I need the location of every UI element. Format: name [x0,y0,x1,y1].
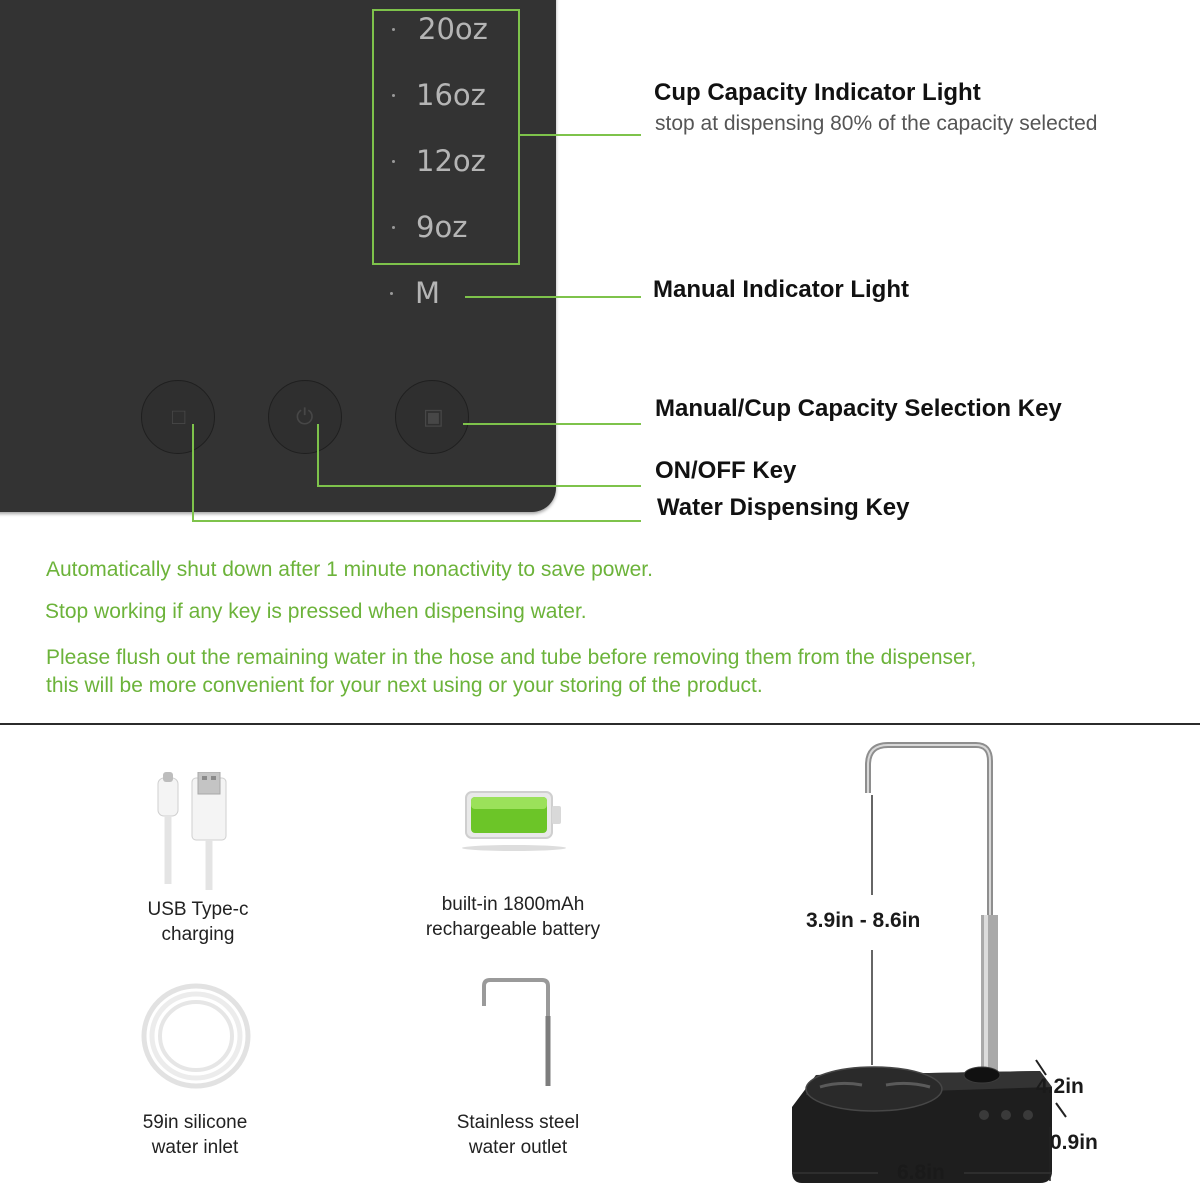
dispenser-dimension-drawing [780,735,1180,1195]
steel-outlet-icon [470,976,570,1096]
note-auto-shutdown: Automatically shut down after 1 minute nonactivity to save power. [46,558,653,581]
usb-label: USB Type-c charging [147,899,249,945]
silicone-hose-icon [136,978,256,1098]
water-dispensing-key[interactable] [141,380,215,454]
manual-label: M [415,276,441,310]
indicator-led [392,94,395,97]
capacity-20oz-label: 20oz [418,12,488,46]
manual-indicator-callout-line [465,296,641,298]
outlet-label: Stainless steel water outlet [456,1112,580,1158]
capacity-12oz-label: 12oz [416,144,486,178]
onoff-callout-line [317,485,641,487]
indicator-led [392,226,395,229]
indicator-led [392,160,395,163]
height-dimension: 3.9in - 8.6in [806,909,921,932]
cup-capacity-callout-line [520,134,641,136]
onoff-callout-vertical [317,424,319,487]
selection-key[interactable] [395,380,469,454]
dispensing-key-title: Water Dispensing Key [657,494,910,521]
depth-dimension: 4.2in [1036,1075,1084,1098]
cup-icon: ▣ [423,404,444,429]
usb-cable-icon [150,772,240,892]
note-flush-line2: this will be more convenient for your next using or your storing of the product. [46,674,763,697]
base-height-dimension: 0.9in [1050,1131,1098,1154]
manual-indicator-led [390,292,393,295]
hose-label: 59in silicone water inlet [142,1112,248,1158]
battery-icon [456,786,576,854]
selection-key-callout-line [463,423,641,425]
onoff-key-title: ON/OFF Key [655,457,797,484]
cup-capacity-subtitle: stop at dispensing 80% of the capacity selected [655,112,1098,135]
dispense-callout-line [192,520,641,522]
capacity-16oz-label: 16oz [416,78,486,112]
battery-label: built-in 1800mAh rechargeable battery [425,894,601,940]
note-flush-line1: Please flush out the remaining water in the hose and tube before removing them from the dispenser, [46,646,977,669]
selection-key-title: Manual/Cup Capacity Selection Key [655,395,1062,422]
dispense-icon: □ [172,404,186,429]
indicator-led [392,28,395,31]
section-divider [0,723,1200,725]
capacity-9oz-label: 9oz [416,210,468,244]
cup-capacity-title: Cup Capacity Indicator Light [654,79,981,106]
width-dimension: 6.8in [897,1161,945,1184]
power-icon: ⏻ [296,404,314,429]
on-off-key[interactable] [268,380,342,454]
dispense-callout-vertical [192,424,194,522]
note-stop-working: Stop working if any key is pressed when dispensing water. [45,600,587,623]
manual-indicator-title: Manual Indicator Light [653,276,909,303]
